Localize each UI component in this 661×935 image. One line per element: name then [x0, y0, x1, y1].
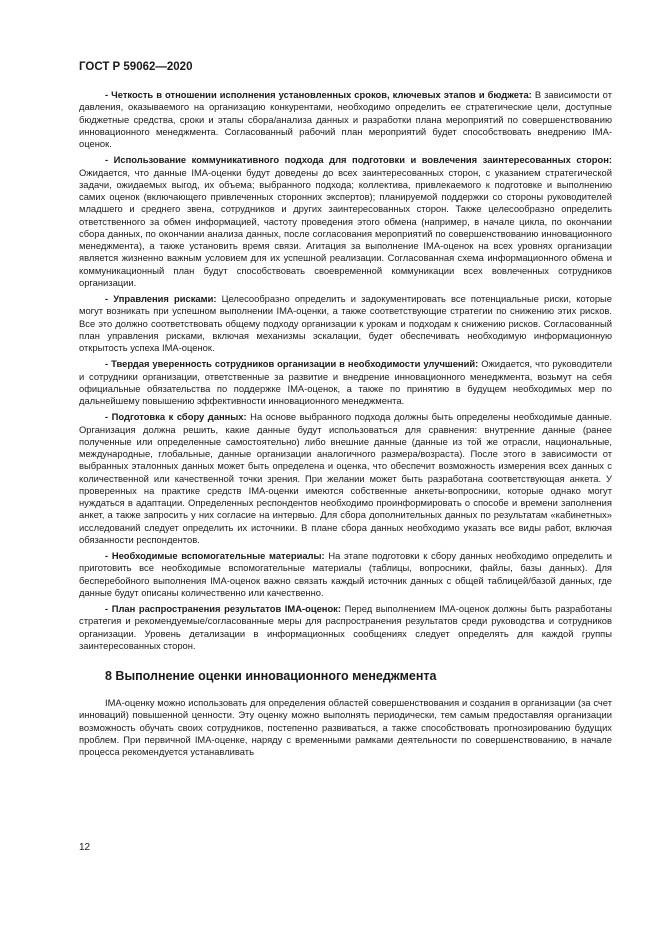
section-paragraph: IMA-оценку можно использовать для определения областей совершенствования и создания в организации (за счет инноваций) повышенной ценности. Эту оценку можно выполнять периодически, тем самым предоставляя организации возможность обучать своих сотрудников, постепенно развиваться, а также способствовать прогнозированию будущих проблем. При первичной IMA-оценке, наряду с временными рамками деятельности по совершенствованию, в начале процесса рекомендуется устанавливать: [79, 697, 612, 757]
paragraph-heading: - Управления рисками:: [105, 293, 217, 304]
paragraph-text: На этапе подготовки к сбору данных необходимо определить и приготовить все необходимые вспомогательные материалы (таблицы, вопросники, файлы, базы данных). Для бесперебойного выполнения IMA-оценок важно связать каждый источник данных с общей таблицей/базой данных, где данные будут описаны количественно или качественно.: [79, 550, 612, 598]
paragraph-heading: - Твердая уверенность сотрудников организации в необходимости улучшений:: [105, 358, 479, 370]
paragraph-risk-management: [79, 293, 612, 354]
paragraph-communication: [79, 154, 612, 289]
section-title: 8 Выполнение оценки инновационного менеджмента: [105, 669, 437, 683]
document-code-header: ГОСТ Р 59062—2020: [79, 61, 193, 73]
paragraph-confidence: [79, 358, 612, 407]
paragraph-text: Ожидается, что данные IMA-оценки будут доведены до всех заинтересованных сторон, с указанием стратегической задачи, ожидаемых выгод, их объема; выбранного подхода; коллектива, привлекаемого к подготовке и выполнению самих оценок (включающего привлеченных сторонних экспертов); планируемой поддержки со стороны руководителей младшего и среднего звена, сотрудников и других заинтересованных сторон. Также целесообразно определить ответственного за обмен информацией, частоту проведения этого обмена (например, в начале цикла, по окончании сбора данных, по окончании анализа данных, после согласования мероприятий по совершенствованию инновационного менеджмента), а также установить время связи. Агитация за выполнение IMA-оценок на всех уровнях организации является жизненно важным условием для их успешной реализации. Согласованная схема информационного обмена и коммуникационный план будут способствовать своевременной коммуникации всех вовлеченных сотрудников организации.: [79, 166, 612, 288]
paragraph-text: На основе выбранного подхода должны быть определены необходимые данные. Организация должна решить, какие данные будут использоваться для сравнения: внутренние данные (ранее полученные или определенные самостоятельно) либо внешние данные (данные из той же отрасли, национальные, международные, глобальные, данные организации аналогичного размера/возраста). После этого в зависимости от выбранных эталонных данных может быть определена и оценка, что обеспечит возможность измерения всех данных с количественной или качественной точки зрения. При желании может быть разработана соответствующая анкета. У проверенных на практике средств IMA-оценки имеются собственные анкеты-вопросники, которые однако могут нуждаться в адаптации. Определенных респондентов необходимо проинформировать о способе и времени заполнения анкет, а также запросить у них согласие на интервью. Для сбора дополнительных данных по результатам «кабинетных» исследований следует определить их источники. В плане сбора данных необходимо указать все виды работ, включая обязанности респондентов.: [79, 411, 612, 545]
paragraph-heading: - Четкость в отношении исполнения установленных сроков, ключевых этапов и бюджета:: [105, 89, 532, 100]
paragraph-heading: - План распространения результатов IMA-оценок:: [105, 603, 341, 614]
paragraph-text: В зависимости от давления, оказываемого на организацию конкурентами, необходимо определить ее стратегические цели, доступные бюджетные средства, сроки и этапы сбора/анализа данных и разработки плана мероприятий по совершенствованию инновационного менеджмента. Согласованный рабочий план мероприятий будет способствовать внедрению IMA-оценок.: [79, 89, 612, 149]
paragraph-distribution-plan: [79, 603, 612, 652]
paragraph-deadlines: [79, 89, 612, 150]
paragraph-heading: - Использование коммуникативного подхода для подготовки и вовлечения заинтересованных сторон:: [105, 154, 612, 166]
page-number: 12: [79, 842, 91, 853]
paragraph-data-collection: [79, 411, 612, 546]
paragraph-text: Ожидается, что руководители и сотрудники организации, ответственные за развитие и внедрение инновационного менеджмента, возьмут на себя официальные обязательства по поддержке IMA-оценок, а также по принятию в будущем необходимых мер по дальнейшему повышению эффективности инновационного менеджмента.: [79, 358, 612, 406]
paragraph-text: Перед выполнением IMA-оценок должны быть разработаны стратегия и рекомендуемые/согласованные меры для распространения результатов среди руководства и сотрудников организации. Уровень детализации в информационных сообщениях следует определять для каждой группы заинтересованных сторон.: [79, 603, 612, 651]
page-content: [79, 89, 612, 762]
paragraph-text: Целесообразно определить и задокументировать все потенциальные риски, которые могут возникать при успешном выполнении IMA-оценки, а также соответствующие стратегии по снижению этих рисков. Все это должно соответствовать общему подходу организации к урокам и подходам к снижению рисков. Согласованный план управления рисками, включая механизмы эскалации, будет обеспечивать необходимую информационную открытость успеха IMA-оценок.: [79, 293, 612, 353]
paragraph-heading: - Необходимые вспомогательные материалы:: [105, 550, 325, 561]
paragraph-heading: - Подготовка к сбору данных:: [105, 411, 247, 423]
paragraph-materials: [79, 550, 612, 599]
